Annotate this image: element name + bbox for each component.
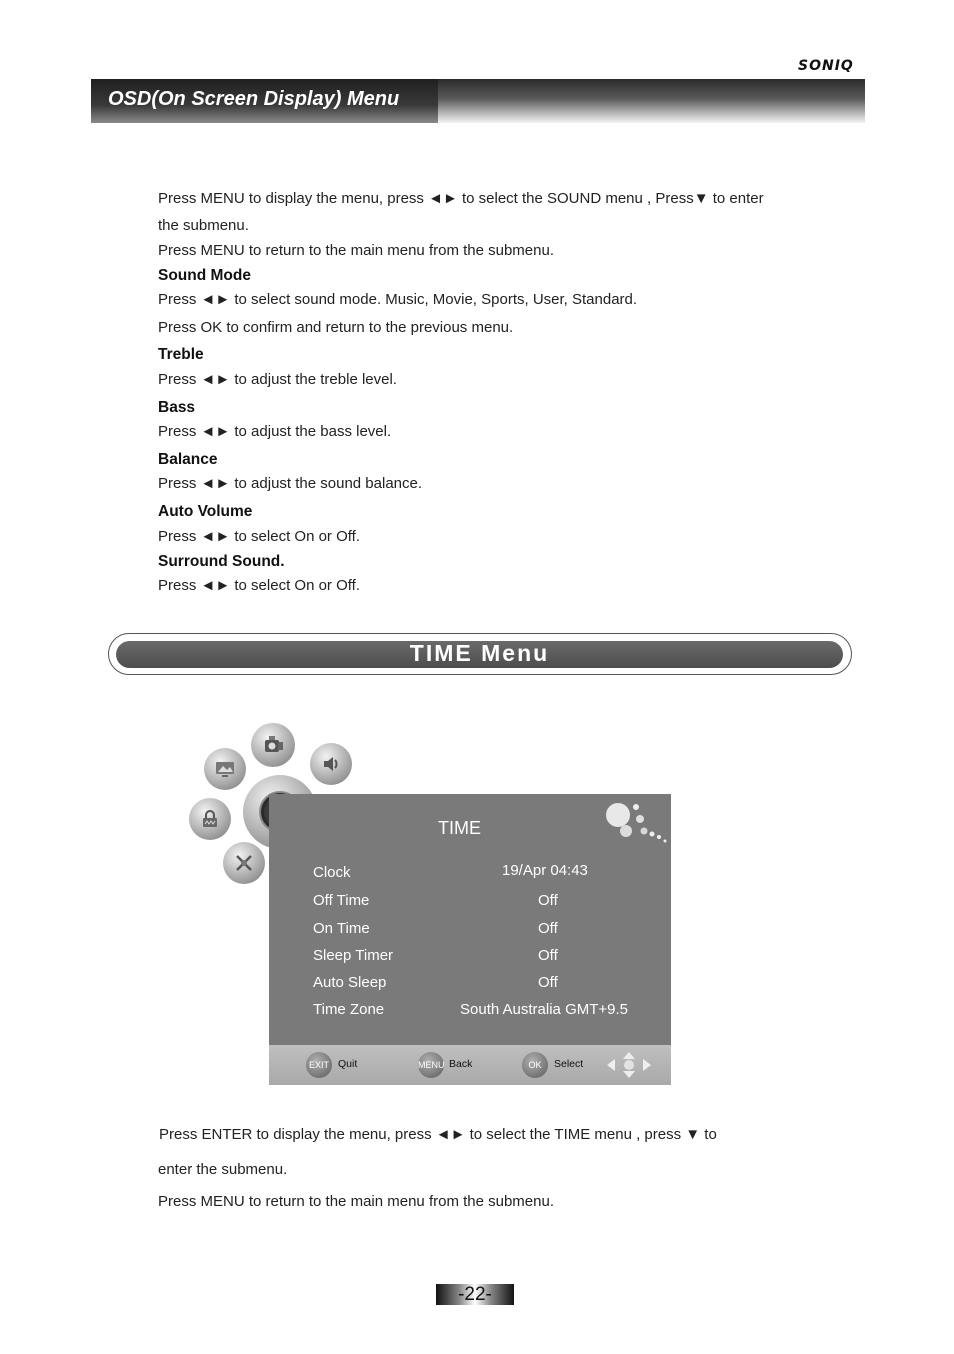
time-menu-header: TIME	[438, 818, 481, 838]
on-time-value: Off	[538, 920, 558, 937]
treble-line: Press ◄► to adjust the treble level.	[158, 371, 397, 388]
sound-intro-line1: Press MENU to display the menu, press ◄► to select the SOUND menu , Press▼ to enter	[158, 190, 764, 207]
bubbles-decoration-icon	[604, 801, 670, 847]
page-number-badge	[436, 1284, 514, 1305]
ok-label: Select	[554, 1058, 584, 1070]
surround-sound-line: Press ◄► to select On or Off.	[158, 577, 360, 594]
clock-value: 19/Apr 04:43	[502, 862, 588, 879]
menu-button[interactable]: MENU	[418, 1052, 444, 1078]
time-intro-line2: enter the submenu.	[158, 1161, 288, 1178]
sound-intro-line2: the submenu.	[158, 217, 249, 234]
heading-surround-sound: Surround Sound.	[158, 553, 285, 570]
auto-sleep-value: Off	[538, 974, 558, 991]
menu-label: Back	[449, 1058, 473, 1070]
ok-button[interactable]: OK	[522, 1052, 548, 1078]
time-zone-label[interactable]: Time Zone	[313, 1001, 385, 1018]
heading-auto-volume: Auto Volume	[158, 503, 253, 520]
time-intro-line3: Press MENU to return to the main menu from the submenu.	[158, 1193, 554, 1210]
page-title: OSD(On Screen Display) Menu	[108, 88, 400, 110]
sleep-timer-value: Off	[538, 947, 558, 964]
auto-sleep-label[interactable]: Auto Sleep	[313, 974, 387, 991]
off-time-value: Off	[538, 892, 558, 909]
heading-sound-mode: Sound Mode	[158, 267, 251, 284]
time-zone-value: South Australia GMT+9.5	[460, 1001, 629, 1018]
lock-icon	[189, 798, 231, 840]
on-time-label[interactable]: On Time	[313, 920, 370, 937]
exit-button[interactable]: EXIT	[306, 1052, 332, 1078]
time-intro-line1: Press ENTER to display the menu, press ◄► to select the TIME menu , press ▼ to	[159, 1126, 717, 1143]
sound-intro-line3: Press MENU to return to the main menu from the submenu.	[158, 242, 554, 259]
heading-balance: Balance	[158, 451, 218, 468]
sound-mode-line1: Press ◄► to select sound mode. Music, Movie, Sports, User, Standard.	[158, 291, 638, 308]
balance-line: Press ◄► to adjust the sound balance.	[158, 475, 423, 492]
off-time-label[interactable]: Off Time	[313, 892, 370, 909]
page-number: -22-	[458, 1284, 492, 1305]
auto-volume-line: Press ◄► to select On or Off.	[158, 528, 360, 545]
sound-icon	[310, 743, 352, 785]
sound-mode-line2: Press OK to confirm and return to the previous menu.	[158, 319, 514, 336]
sleep-timer-label[interactable]: Sleep Timer	[313, 947, 394, 964]
camera-icon	[251, 723, 295, 767]
direction-pad-icon[interactable]	[605, 1050, 653, 1080]
picture-icon	[204, 748, 246, 790]
bass-line: Press ◄► to adjust the bass level.	[158, 423, 392, 440]
section-title: TIME Menu	[409, 640, 550, 666]
exit-label: Quit	[338, 1058, 358, 1070]
setup-icon	[223, 842, 265, 884]
brand-logo: SONIQ	[798, 58, 854, 74]
clock-label[interactable]: Clock	[313, 864, 351, 881]
heading-bass: Bass	[158, 399, 196, 416]
heading-treble: Treble	[158, 346, 204, 363]
